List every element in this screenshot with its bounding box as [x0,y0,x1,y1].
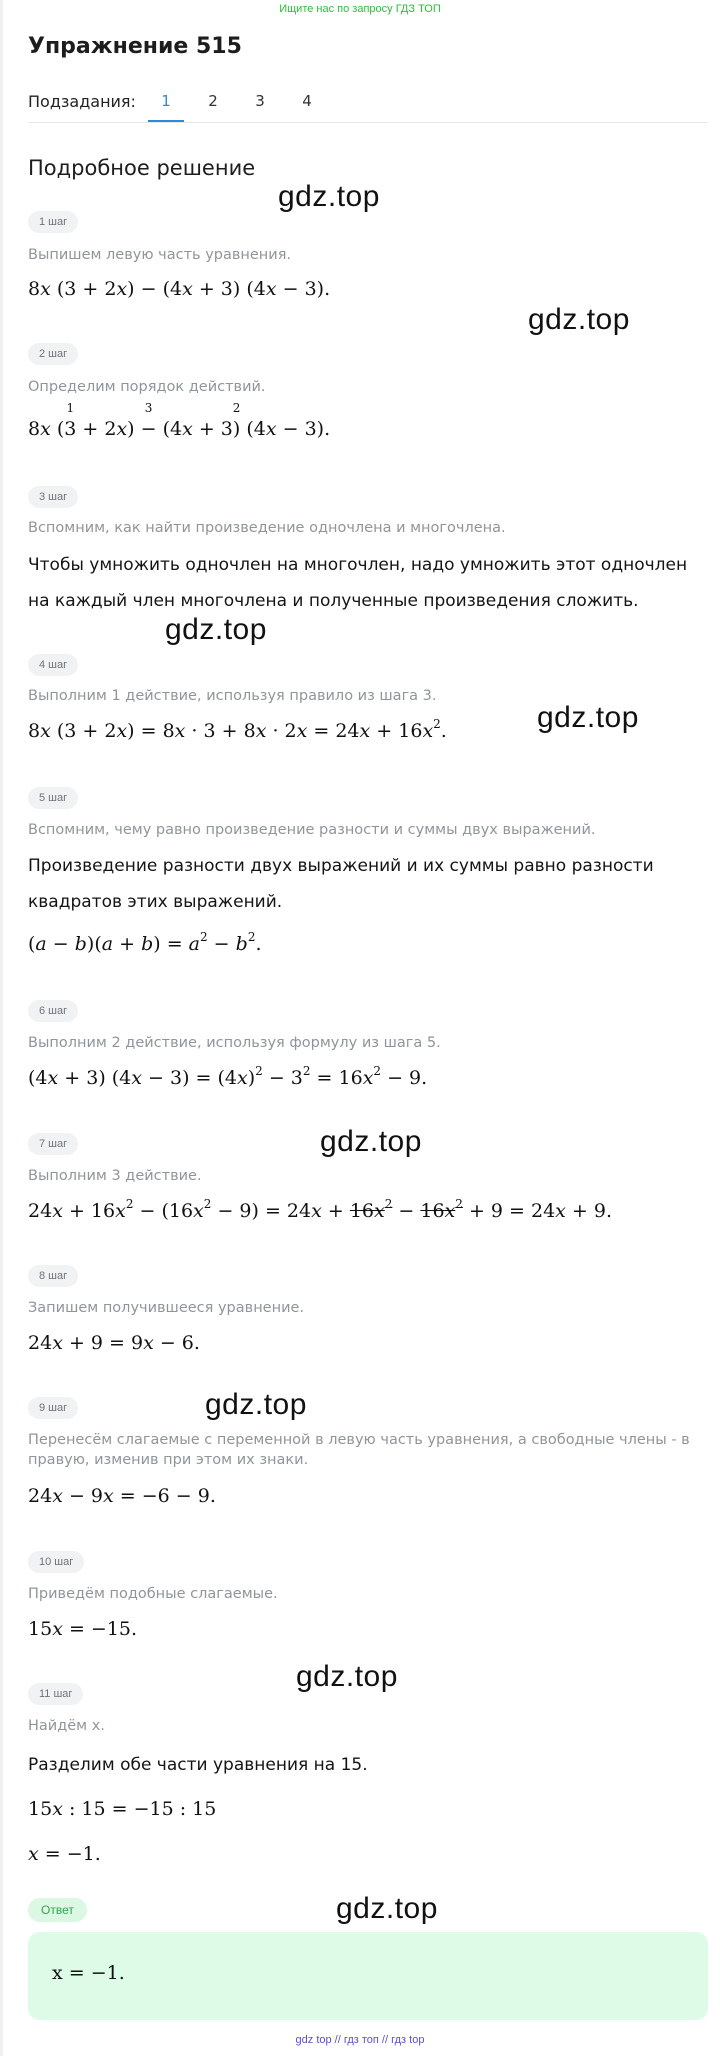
step-badge: 10 шаг [28,1551,84,1573]
watermark: gdz.top [320,1125,422,1158]
exercise-title: Упражнение 515 [28,34,242,59]
step-formula: 24x − 9x = −6 − 9. [28,1485,216,1507]
step-rule-text: Разделим обе части уравнения на 15. [28,1755,368,1775]
step-hint: Запишем получившееся уравнение. [28,1300,305,1316]
step-hint: Выполним 2 действие, используя формулу из шага 5. [28,1035,441,1051]
watermark: gdz.top [205,1388,307,1421]
step-formula: 8x (3 + 2x) − (4x + 3) (4x − 3). [28,278,331,300]
top-banner[interactable]: Ищите нас по запросу ГДЗ ТОП [279,3,441,15]
subtask-tab-3[interactable]: 3 [255,92,265,110]
step-hint: Найдём x. [28,1718,105,1734]
step-formula: x = −1. [28,1843,101,1865]
step-badge: 4 шаг [28,654,78,676]
step-badge: 6 шаг [28,1000,78,1022]
step-badge: 9 шаг [28,1397,78,1419]
step-badge: 1 шаг [28,211,78,233]
subtasks-label: Подзадания: [28,92,136,111]
step-formula: 8x $(3 + 2x) = 8x \cdot 3 + 8x \cdot 2x = 24x + 16x^2$. [28,717,447,742]
step-formula: 15x = −15. [28,1618,138,1640]
watermark: gdz.top [336,1892,438,1925]
section-title: Подробное решение [28,156,256,180]
subtask-tab-2[interactable]: 2 [208,92,218,110]
step-badge: 7 шаг [28,1133,78,1155]
step-formula: 24x + 9 = 9x − 6. [28,1332,200,1354]
subtask-tab-1[interactable]: 1 [148,92,184,122]
answer-value: x = −1. [52,1962,125,1984]
step-badge: 5 шаг [28,787,78,809]
footer-links[interactable]: gdz top // гдз топ // гдз top [295,2034,425,2046]
answer-box [28,1932,708,2020]
step-formula: (4x + 3) $(4x - 3) = (4x)^2 - 3^2 = 16x^2 - 9$. [28,1064,428,1089]
step-hint: Приведём подобные слагаемые. [28,1586,278,1602]
step-formula: $24x + 16x^2 - (16x^2 - 9) = 24x + 16x^2 - 16x^2 + 9 = 24x + 9$. [28,1197,613,1222]
watermark: gdz.top [278,180,380,213]
watermark: gdz.top [528,303,630,336]
step-formula: $(a - b)(a + b) = a^2 - b^2$. [28,930,262,955]
step-badge: 2 шаг [28,343,78,365]
subtasks-tabs [28,90,708,123]
step-formula: 8x ( 1 3 + 2x) 3 − (4x + 3 2 ) (4x − 3). [28,401,331,440]
answer-badge: Ответ [28,1898,87,1922]
step-rule-text: Чтобы умножить одночлен на многочлен, надо умножить этот одночлен на каждый член многочлена и полученные произведения сложить. [28,555,688,611]
step-hint: Перенесём слагаемые с переменной в левую часть уравнения, а свободные члены - в правую, изменив при этом их знаки. [28,1432,690,1468]
step-hint: Вспомним, как найти произведение одночлена и многочлена. [28,520,506,536]
step-badge: 3 шаг [28,486,78,508]
watermark: gdz.top [296,1660,398,1693]
step-formula: 15x : 15 = −15 : 15 [28,1798,217,1820]
step-hint: Определим порядок действий. [28,379,266,395]
step-badge: 8 шаг [28,1265,78,1287]
step-badge: 11 шаг [28,1683,83,1705]
step-hint: Выполним 3 действие. [28,1168,202,1184]
watermark: gdz.top [165,613,267,646]
step-hint: Вспомним, чему равно произведение разности и суммы двух выражений. [28,822,596,838]
step-hint: Выпишем левую часть уравнения. [28,247,292,263]
watermark: gdz.top [537,701,639,734]
subtask-tab-4[interactable]: 4 [302,92,312,110]
step-hint: Выполним 1 действие, используя правило из шага 3. [28,688,437,704]
step-rule-text: Произведение разности двух выражений и их суммы равно разности квадратов этих выражений. [28,856,654,912]
left-rule [0,0,3,2056]
